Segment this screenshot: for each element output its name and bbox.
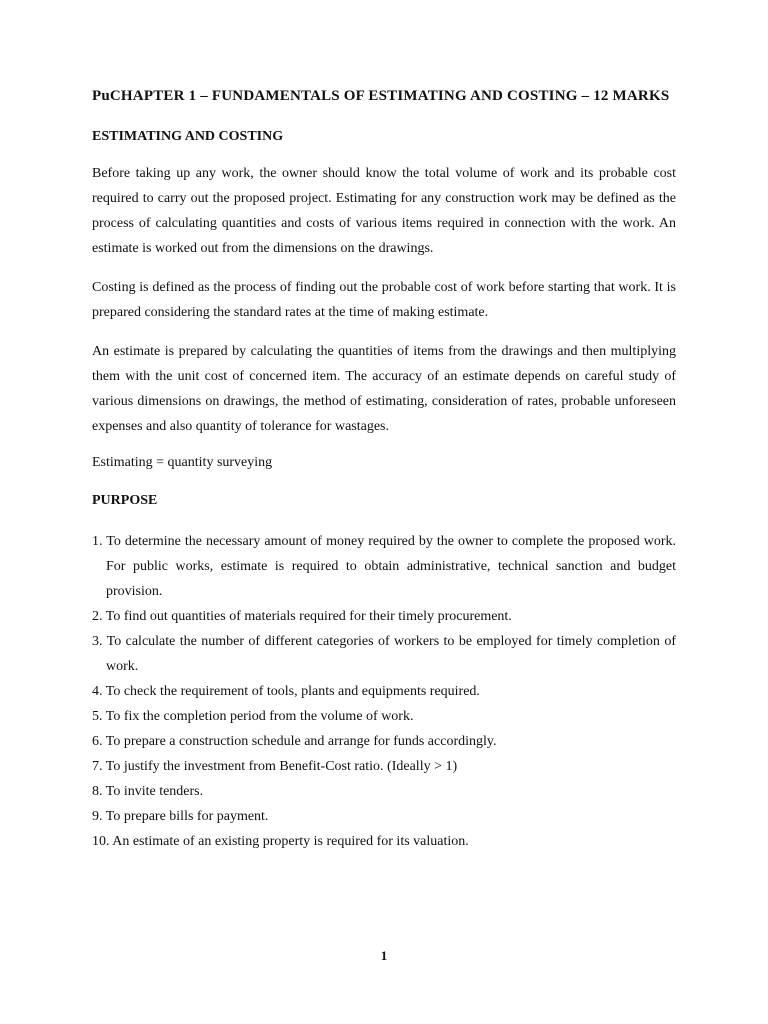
purpose-item: 3. To calculate the number of different categories of workers to be employed for timely completion of work. bbox=[92, 634, 676, 674]
purpose-item: 8. To invite tenders. bbox=[92, 784, 204, 799]
estimating-formula: Estimating = quantity surveying bbox=[92, 455, 273, 470]
purpose-item: 1. To determine the necessary amount of money required by the owner to complete the proposed work. For public works, estimate is required to obtain administrative, technical sanction and budget provision. bbox=[92, 534, 676, 599]
purpose-item: 5. To fix the completion period from the volume of work. bbox=[92, 709, 414, 724]
section-heading-purpose: PURPOSE bbox=[92, 493, 158, 508]
paragraph-costing-definition: Costing is defined as the process of finding out the probable cost of work before starting that work. It is prepared considering the standard rates at the time of making estimate. bbox=[92, 280, 676, 320]
section-heading-estimating: ESTIMATING AND COSTING bbox=[92, 129, 284, 144]
purpose-item: 2. To find out quantities of materials required for their timely procurement. bbox=[92, 609, 512, 624]
chapter-title: PuCHAPTER 1 – FUNDAMENTALS OF ESTIMATING AND COSTING – 12 MARKS bbox=[92, 88, 670, 104]
document-page bbox=[92, 84, 676, 854]
purpose-list bbox=[92, 529, 676, 854]
page-number: 1 bbox=[380, 948, 388, 963]
paragraph-estimate-preparation: An estimate is prepared by calculating the quantities of items from the drawings and then multiplying them with the unit cost of concerned item. The accuracy of an estimate depends on careful study of various dimensions on drawings, the method of estimating, consideration of rates, probable unforeseen expenses and also quantity of tolerance for wastages. bbox=[92, 344, 676, 434]
purpose-item: 9. To prepare bills for payment. bbox=[92, 809, 269, 824]
purpose-item: 10. An estimate of an existing property is required for its valuation. bbox=[92, 834, 469, 849]
paragraph-estimating-definition: Before taking up any work, the owner should know the total volume of work and its probable cost required to carry out the proposed project. Estimating for any construction work may be defined as the process of calculating quantities and costs of various items required in connection with the work. An estimate is worked out from the dimensions on the drawings. bbox=[92, 166, 676, 256]
purpose-item: 7. To justify the investment from Benefit-Cost ratio. (Ideally > 1) bbox=[92, 759, 458, 774]
purpose-item: 6. To prepare a construction schedule and arrange for funds accordingly. bbox=[92, 734, 497, 749]
purpose-item: 4. To check the requirement of tools, plants and equipments required. bbox=[92, 684, 480, 699]
